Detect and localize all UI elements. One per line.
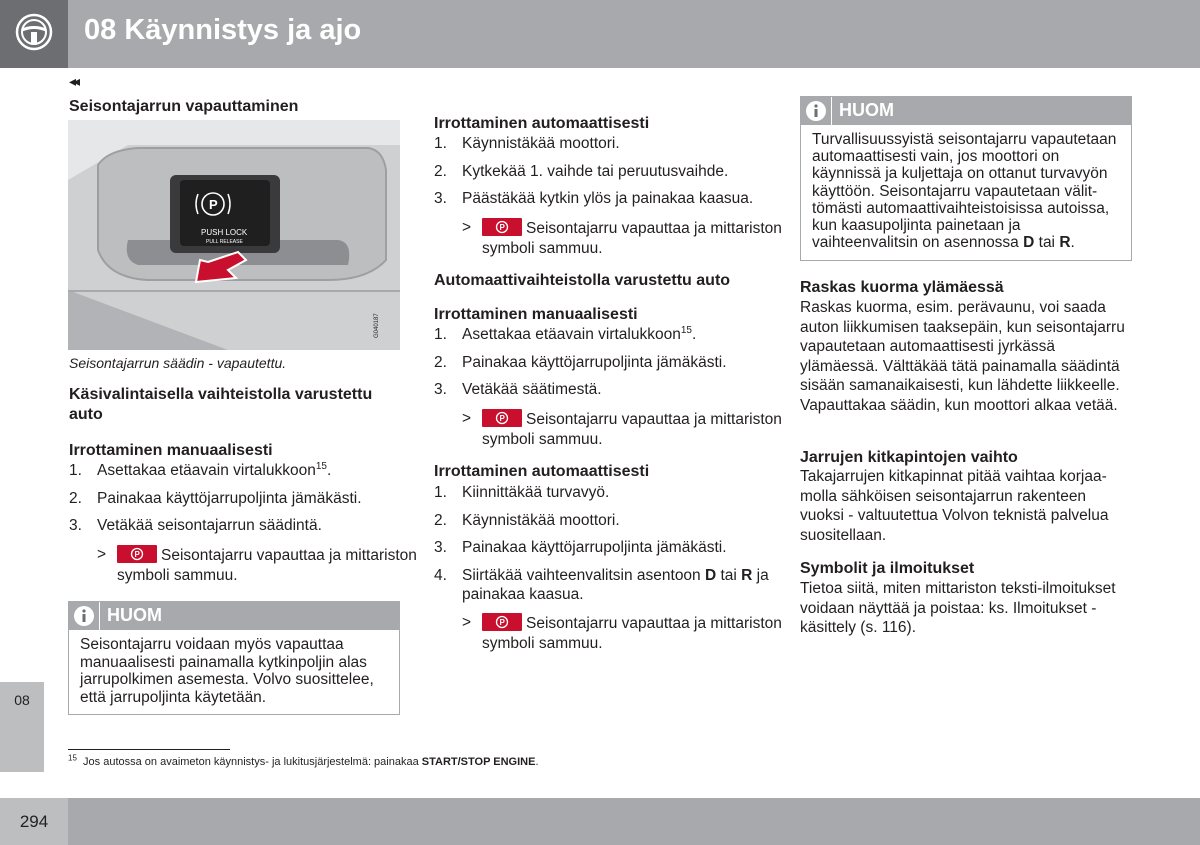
list-item: 2. Painakaa käyttöjarrupoljinta jämäkästi. [69,489,362,507]
brake-pads-heading: Jarrujen kitkapintojen vaihto [800,449,1018,466]
list-item: 3. Vetäkää seisontajarrun säädintä. [69,517,322,534]
list-item: 3. Vetäkää säätimestä. [434,381,602,398]
figure-caption: Seisontajarrun säädin - vapautettu. [69,355,287,371]
back-arrows-icon[interactable]: ◂◂ [69,73,78,89]
page-number: 294 [0,798,68,845]
automatic-gearbox-heading: Automaattivaihteistolla varustettu auto [434,272,731,289]
manual-release-heading-2: Irrottaminen manuaalisesti [434,306,638,323]
footnote: $^{15}$ Jos autossa on avaimeton käynnistys- ja lukitusjärjestelmä: painakaa START/STOP ENGINE. [68,753,539,768]
list-item: 4. Siirtäkää vaihteenvalitsin asentoon D tai R ja painakaa kaasua. [434,566,769,603]
heavy-load-text: Raskas kuorma, esim. perävaunu, voi saada auton liikkumisen taaksepäin, kun seisontajarru vapautetaan automaattisesti jyrkässä ylämäessä. Välttäkää tätä painamalla säädintä sisään samanaikaisesti, kun lähdette liikkeelle. Vapauttakaa säädin, kun moottori alkaa vetää. [800,299,1125,414]
pull-release-label: PULL RELEASE [206,239,243,245]
page-header [0,0,1200,68]
list-item: 1. Asettakaa etäavain virtalukkoon$^{15}$. [69,460,332,479]
svg-text:P: P [209,197,218,212]
list-item: 1. Käynnistäkää moottori. [434,135,620,152]
note-header [801,97,1131,125]
info-icon [805,100,827,122]
note-title: HUOM [839,100,894,120]
list-item: 2. Painakaa käyttöjarrupoljinta jämäkästi. [434,353,727,371]
manual-release-steps [69,461,404,544]
auto-release-heading-2: Irrottaminen automaattisesti [434,463,650,480]
symbols-text: Tietoa siitä, miten mittariston teksti-ilmoitukset voidaan näyttää ja poistaa: ks. Ilmoitukset - käsittely (s. 116). [800,580,1116,636]
info-icon [73,605,95,627]
result-line: > P Seisontajarru vapauttaa ja mittariston symboli sammuu. [462,219,782,257]
heavy-load-heading: Raskas kuorma ylämäessä [800,279,1004,296]
list-item: 3. Päästäkää kytkin ylös ja painakaa kaasua. [434,190,754,207]
note-text: Seisontajarru voidaan myös vapauttaa manuaalisesti painamalla kytkinpoljin alas jarrupolkimen asemesta. Volvo suosittelee, että jarrupoljinta käytetään. [80,636,374,706]
footnote-rule [68,749,230,750]
auto-release-heading: Irrottaminen automaattisesti [434,115,650,132]
result-line: > P Seisontajarru vapauttaa ja mittariston symboli sammuu. [462,410,782,448]
list-item: 1. Asettakaa etäavain virtalukkoon$^{15}$. [434,324,697,343]
parking-brake-symbol-icon [482,409,522,427]
manual-gearbox-heading: Käsivalintaisella vaihteistolla varustettu auto [69,386,373,423]
result-line: > P Seisontajarru vapauttaa ja mittariston symboli sammuu. [97,546,417,584]
parking-brake-symbol-icon [482,218,522,236]
figure-code: G040187 [374,313,380,338]
note-box-2 [800,96,1132,261]
note-divider [831,97,832,125]
auto-release-steps [434,134,769,217]
result-line: > P Seisontajarru vapauttaa ja mittariston symboli sammuu. [462,614,782,652]
manual-release-heading: Irrottaminen manuaalisesti [69,442,273,459]
note-text: Turvallisuussyistä seisontajarru vapautetaan automaattisesti vain, jos moottori on käynnissä ja kuljettaja on ottanut turvavyön käyttöön. Seisontajarru vapautetaan välittömästi automaattivaihteistoisissa autoissa, kun kaasupoljinta painetaan ja vaihteenvalitsin on asennossa D tai R. [812,131,1117,252]
steering-wheel-icon [15,13,53,51]
note-title: HUOM [107,605,162,625]
note-box [68,601,400,715]
push-lock-label: PUSH LOCK [201,228,248,237]
list-item: 1. Kiinnittäkää turvavyö. [434,484,610,501]
manual-release-steps-2 [434,325,769,408]
list-item: 3. Painakaa käyttöjarrupoljinta jämäkästi. [434,539,727,556]
note-divider [99,602,100,630]
list-item: 2. Käynnistäkää moottori. [434,511,620,529]
chapter-tab: 08 [0,682,44,772]
brake-pads-text: Takajarrujen kitkapinnat pitää vaihtaa korjaamolla sähköisen seisontajarrun rakenteen vuoksi - valtuutettua Volvon teknistä palvelua suositellaan. [800,468,1109,544]
svg-text:P: P [499,414,505,423]
auto-release-steps-2 [434,483,769,613]
chapter-badge [0,0,68,68]
list-item: 2. Kytkekää 1. vaihde tai peruutusvaihde. [434,162,729,180]
svg-text:P: P [499,223,505,232]
parking-brake-symbol-icon [117,545,157,563]
parking-brake-symbol-icon [482,613,522,631]
section-heading-release: Seisontajarrun vapauttaminen [69,98,299,115]
svg-text:P: P [499,618,505,627]
svg-text:P: P [134,550,140,559]
symbols-heading: Symbolit ja ilmoitukset [800,560,975,577]
page-footer [0,798,1200,845]
chapter-title: 08 Käynnistys ja ajo [84,14,362,46]
parking-brake-figure [68,120,400,350]
note-header [69,602,399,630]
